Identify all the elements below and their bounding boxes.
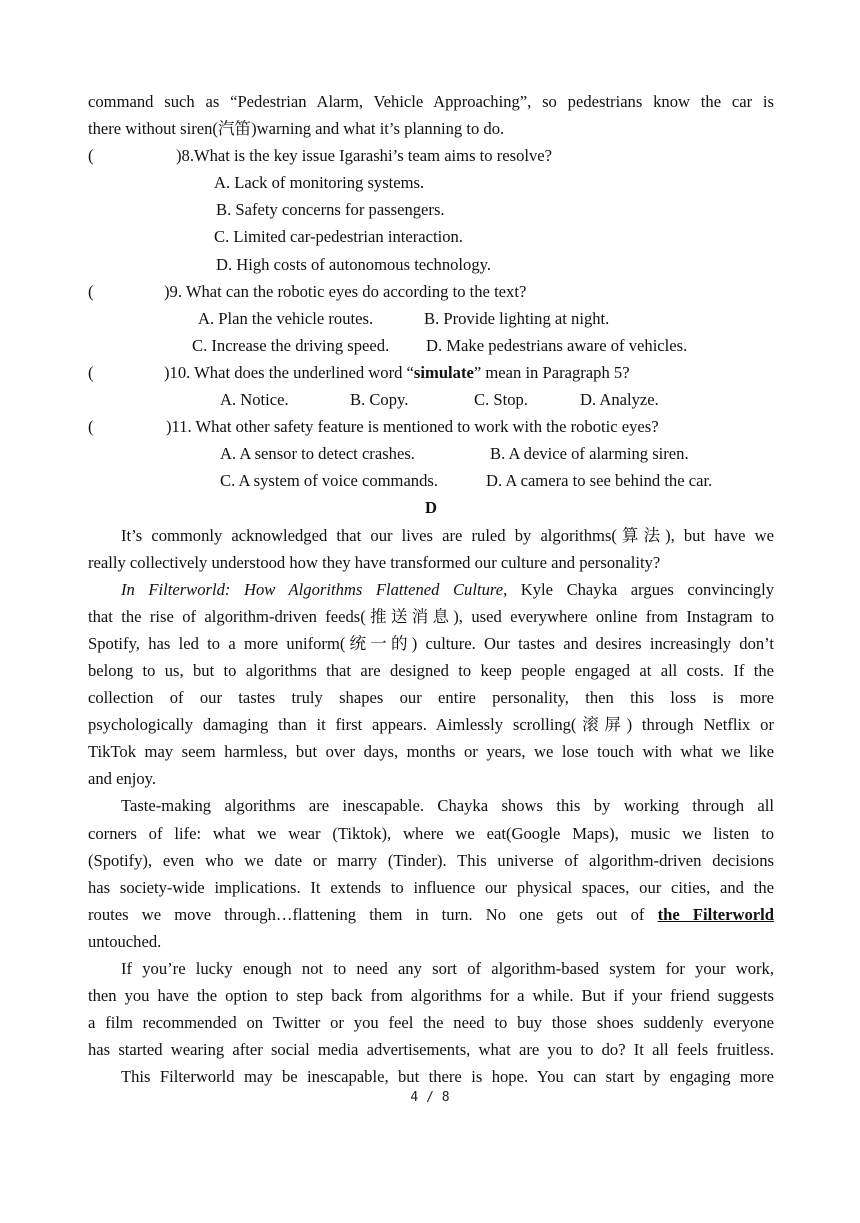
question-stem: )8.What is the key issue Igarashi’s team aims to resolve? — [176, 146, 553, 166]
option: B. A device of alarming siren. — [490, 444, 689, 464]
section-heading: D — [425, 498, 437, 518]
paragraph-line: Spotify, has led to a more uniform(统一的) culture. Our tastes and desires increasingly don’t — [88, 633, 774, 653]
paragraph-line: untouched. — [88, 931, 162, 951]
paragraph-line: TikTok may seem harmless, but over days, months or years, we lose touch with what we like — [88, 742, 774, 762]
paragraph-line: collection of our tastes truly shapes our entire personality, then this loss is more — [88, 688, 774, 708]
paragraph-line: really collectively understood how they have transformed our culture and personality? — [88, 552, 661, 572]
paragraph-line: a film recommended on Twitter or you feel the need to buy those shoes suddenly everyone — [88, 1013, 774, 1033]
question-10 — [88, 359, 774, 386]
paragraph-line: routes we move through…flattening them in turn. No one gets out of the Filterworld — [88, 904, 774, 924]
question-stem: )11. What other safety feature is mentioned to work with the robotic eyes? — [166, 417, 659, 437]
paragraph-line: and enjoy. — [88, 769, 157, 789]
answer-bracket: ( — [88, 281, 94, 301]
paragraph-line: It’s commonly acknowledged that our lives are ruled by algorithms(算法), but have we — [121, 525, 774, 545]
question-9 — [88, 278, 774, 305]
paragraph-line: corners of life: what we wear (Tiktok), where we eat(Google Maps), music we listen to — [88, 823, 774, 843]
answer-bracket: ( — [88, 362, 94, 382]
book-title: In Filterworld: How Algorithms Flattened Culture — [121, 579, 504, 599]
paragraph-line: then you have the option to step back from algorithms for a while. But if your friend suggests — [88, 986, 774, 1006]
option: A. A sensor to detect crashes. — [220, 444, 415, 464]
question-8 — [88, 142, 774, 169]
option: D. Analyze. — [580, 390, 659, 410]
underlined-phrase: the Filterworld — [657, 904, 774, 924]
option: C. A system of voice commands. — [220, 471, 439, 491]
option: C. Increase the driving speed. — [192, 335, 390, 355]
paragraph-line: Taste-making algorithms are inescapable. Chayka shows this by working through all — [121, 796, 774, 816]
paragraph-line: psychologically damaging than it first appears. Aimlessly scrolling(滚屏) through Netflix or — [88, 715, 774, 735]
option: A. Lack of monitoring systems. — [214, 173, 425, 193]
question-11 — [88, 413, 774, 440]
option: A. Notice. — [220, 390, 289, 410]
option: C. Limited car-pedestrian interaction. — [214, 227, 463, 247]
option: A. Plan the vehicle routes. — [198, 308, 374, 328]
paragraph-line: In Filterworld: How Algorithms Flattened Culture, Kyle Chayka argues convincingly — [121, 579, 774, 599]
intro-line: command such as “Pedestrian Alarm, Vehicle Approaching”, so pedestrians know the car is — [88, 92, 774, 111]
paragraph-line: that the rise of algorithm-driven feeds(推送消息), used everywhere online from Instagram to — [88, 606, 774, 626]
option: B. Copy. — [350, 390, 409, 410]
answer-bracket: ( — [88, 146, 94, 166]
option: B. Safety concerns for passengers. — [216, 200, 445, 220]
option: D. A camera to see behind the car. — [486, 471, 713, 491]
paragraph-line: belong to us, but to algorithms that are designed to keep people engaged at all costs. If the — [88, 660, 774, 680]
paragraph-line: If you’re lucky enough not to need any sort of algorithm-based system for your work, — [121, 959, 774, 978]
option: B. Provide lighting at night. — [424, 308, 610, 328]
intro-line: there without siren(汽笛)warning and what it’s planning to do. — [88, 119, 505, 139]
paragraph-line: has society-wide implications. It extends to influence our physical spaces, our cities, and the — [88, 877, 774, 897]
option: C. Stop. — [474, 390, 528, 410]
paragraph-line: This Filterworld may be inescapable, but there is hope. You can start by engaging more — [121, 1067, 774, 1087]
question-stem: )9. What can the robotic eyes do according to the text? — [164, 281, 527, 301]
underlined-word: simulate — [413, 362, 474, 382]
option: D. Make pedestrians aware of vehicles. — [426, 335, 688, 355]
paragraph-line: has started wearing after social media advertisements, what are you to do? It all feels fruitless. — [88, 1040, 774, 1060]
paragraph-line: (Spotify), even who we date or marry (Tinder). This universe of algorithm-driven decisions — [88, 850, 774, 870]
answer-bracket: ( — [88, 417, 94, 437]
question-stem: )10. What does the underlined word “simulate” mean in Paragraph 5? — [164, 362, 630, 382]
page-number: 4 / 8 — [410, 1090, 450, 1105]
option: D. High costs of autonomous technology. — [216, 254, 491, 274]
document-page — [88, 88, 774, 1090]
